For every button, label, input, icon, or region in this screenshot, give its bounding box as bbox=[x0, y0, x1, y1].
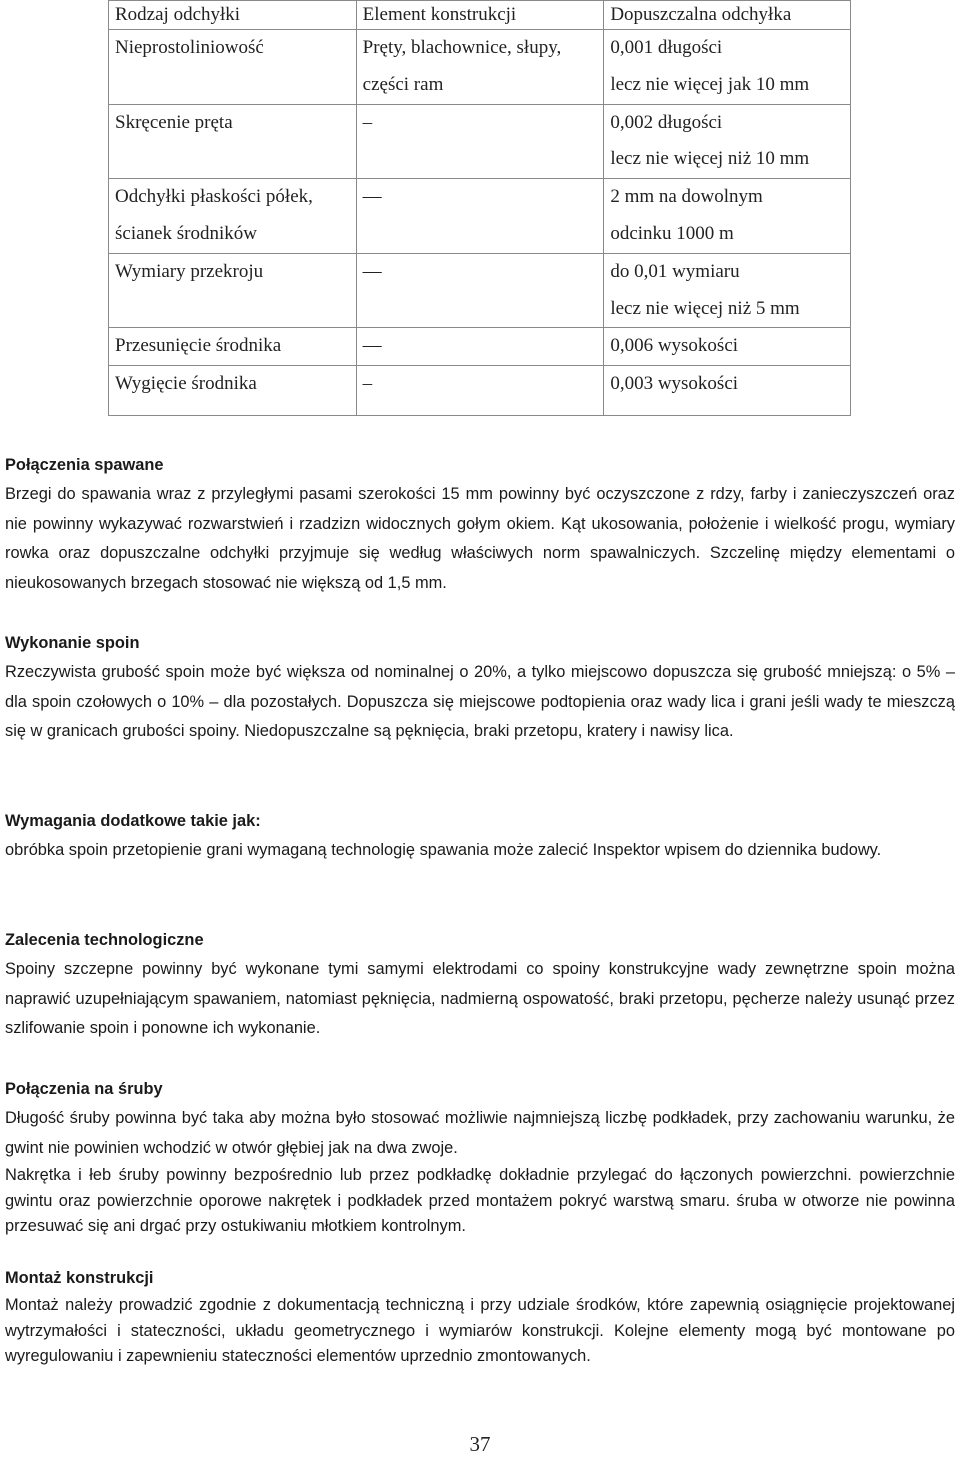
cell-element: – bbox=[356, 366, 604, 416]
section-bolted-joints bbox=[5, 1075, 955, 1240]
section-text: Brzegi do spawania wraz z przyległymi pasami szerokości 15 mm powinny być oczyszczone z rdzy, farby i zanieczyszczeń oraz nie powinny wykazywać rozwarstwień i rzadzizn widocznych gołym okiem. Kąt ukosowania, położenie i wielkość progu, wymiary rowka oraz dopuszczalne odchyłki przyjmuje się według właściwych norm spawalniczych. Szczelinę między elementami o nieukosowanych brzegach stosować nie większą od 1,5 mm. bbox=[5, 485, 955, 592]
cell-element: — bbox=[356, 328, 604, 366]
section-title: Wykonanie spoin bbox=[5, 634, 140, 652]
table-row bbox=[109, 253, 851, 328]
section-technology-recommendations bbox=[5, 926, 955, 1044]
section-text: Spoiny szczepne powinny być wykonane tymi samymi elektrodami co spoiny konstrukcyjne wady zewnętrzne spoin można naprawić uzupełniającym spawaniem, natomiast pęknięcia, nadmierną ospowatość, braki przetopu, pęcherze należy usunąć przez szlifowanie spoin i ponowne ich wykonanie. bbox=[5, 960, 955, 1037]
table-row bbox=[109, 179, 851, 254]
section-title: Wymagania dodatkowe takie jak: bbox=[5, 812, 261, 830]
tolerance-table bbox=[108, 0, 851, 416]
section-text: Nakrętka i łeb śruby powinny bezpośrednio lub przez podkładkę dokładnie przylegać do łączonych powierzchni. powierzchnie gwintu oraz powierzchnie oporowe nakrętek i podkładek przed montażem pokryć warstwą smaru. śruba w otworze nie powinna przesuwać się ani drgać przy ostukiwaniu młotkiem kontrolnym. bbox=[5, 1166, 955, 1235]
page-number: 37 bbox=[469, 1432, 491, 1456]
cell-tolerance: 0,001 długości lecz nie więcej jak 10 mm bbox=[604, 30, 851, 105]
cell-type: Wymiary przekroju bbox=[109, 253, 357, 328]
cell-type: Wygięcie środnika bbox=[109, 366, 357, 416]
table-row bbox=[109, 30, 851, 105]
section-title: Zalecenia technologiczne bbox=[5, 931, 204, 949]
header-allowed-deviation: Dopuszczalna odchyłka bbox=[604, 1, 851, 30]
section-additional-requirements bbox=[5, 807, 955, 866]
section-title: Połączenia na śruby bbox=[5, 1080, 163, 1098]
cell-tolerance: 0,006 wysokości bbox=[604, 328, 851, 366]
cell-element: – bbox=[356, 104, 604, 179]
section-text: Montaż należy prowadzić zgodnie z dokumentacją techniczną i przy udziale środków, które zapewnią osiągnięcie projektowanej wytrzymałości i stateczności, układu geometrycznego i wymiarów konstrukcji. Kolejne elementy mogą być montowane po wyregulowaniu i zapewnieniu stateczności elementów uprzednio zmontowanych. bbox=[5, 1296, 955, 1365]
section-structure-assembly bbox=[5, 1264, 955, 1370]
table-row bbox=[109, 328, 851, 366]
table-row bbox=[109, 104, 851, 179]
section-text: obróbka spoin przetopienie grani wymaganą technologię spawania może zalecić Inspektor wpisem do dziennika budowy. bbox=[5, 841, 882, 859]
cell-tolerance: 0,003 wysokości bbox=[604, 366, 851, 416]
cell-tolerance: 0,002 długości lecz nie więcej niż 10 mm bbox=[604, 104, 851, 179]
cell-element: — bbox=[356, 253, 604, 328]
header-deviation-type: Rodzaj odchyłki bbox=[109, 1, 357, 30]
section-text: Długość śruby powinna być taka aby można było stosować możliwie najmniejszą liczbę podkładek, przy zachowaniu warunku, że gwint nie powinien wchodzić w otwór głębiej jak na dwa zwoje. bbox=[5, 1109, 955, 1157]
table-header-row bbox=[109, 1, 851, 30]
cell-element: Pręty, blachownice, słupy, części ram bbox=[356, 30, 604, 105]
section-welded-joints bbox=[5, 451, 955, 598]
cell-tolerance: do 0,01 wymiaru lecz nie więcej niż 5 mm bbox=[604, 253, 851, 328]
cell-element: — bbox=[356, 179, 604, 254]
cell-type: Nieprostoliniowość bbox=[109, 30, 357, 105]
section-title: Połączenia spawane bbox=[5, 456, 164, 474]
cell-type: Przesunięcie środnika bbox=[109, 328, 357, 366]
cell-type: Skręcenie pręta bbox=[109, 104, 357, 179]
section-text: Rzeczywista grubość spoin może być większa od nominalnej o 20%, a tylko miejscowo dopuszcza się grubość mniejszą: o 5% – dla spoin czołowych o 10% – dla pozostałych. Dopuszcza się miejscowe podtopienia oraz wady lica i grani jeśli wady te mieszczą się w granicach grubości spoiny. Niedopuszczalne są pęknięcia, braki przetopu, kratery i nawisy lica. bbox=[5, 663, 955, 740]
section-weld-execution bbox=[5, 629, 955, 747]
section-title: Montaż konstrukcji bbox=[5, 1269, 154, 1287]
header-construction-element: Element konstrukcji bbox=[356, 1, 604, 30]
cell-tolerance: 2 mm na dowolnym odcinku 1000 m bbox=[604, 179, 851, 254]
cell-type: Odchyłki płaskości półek, ścianek środników bbox=[109, 179, 357, 254]
table-row bbox=[109, 366, 851, 416]
